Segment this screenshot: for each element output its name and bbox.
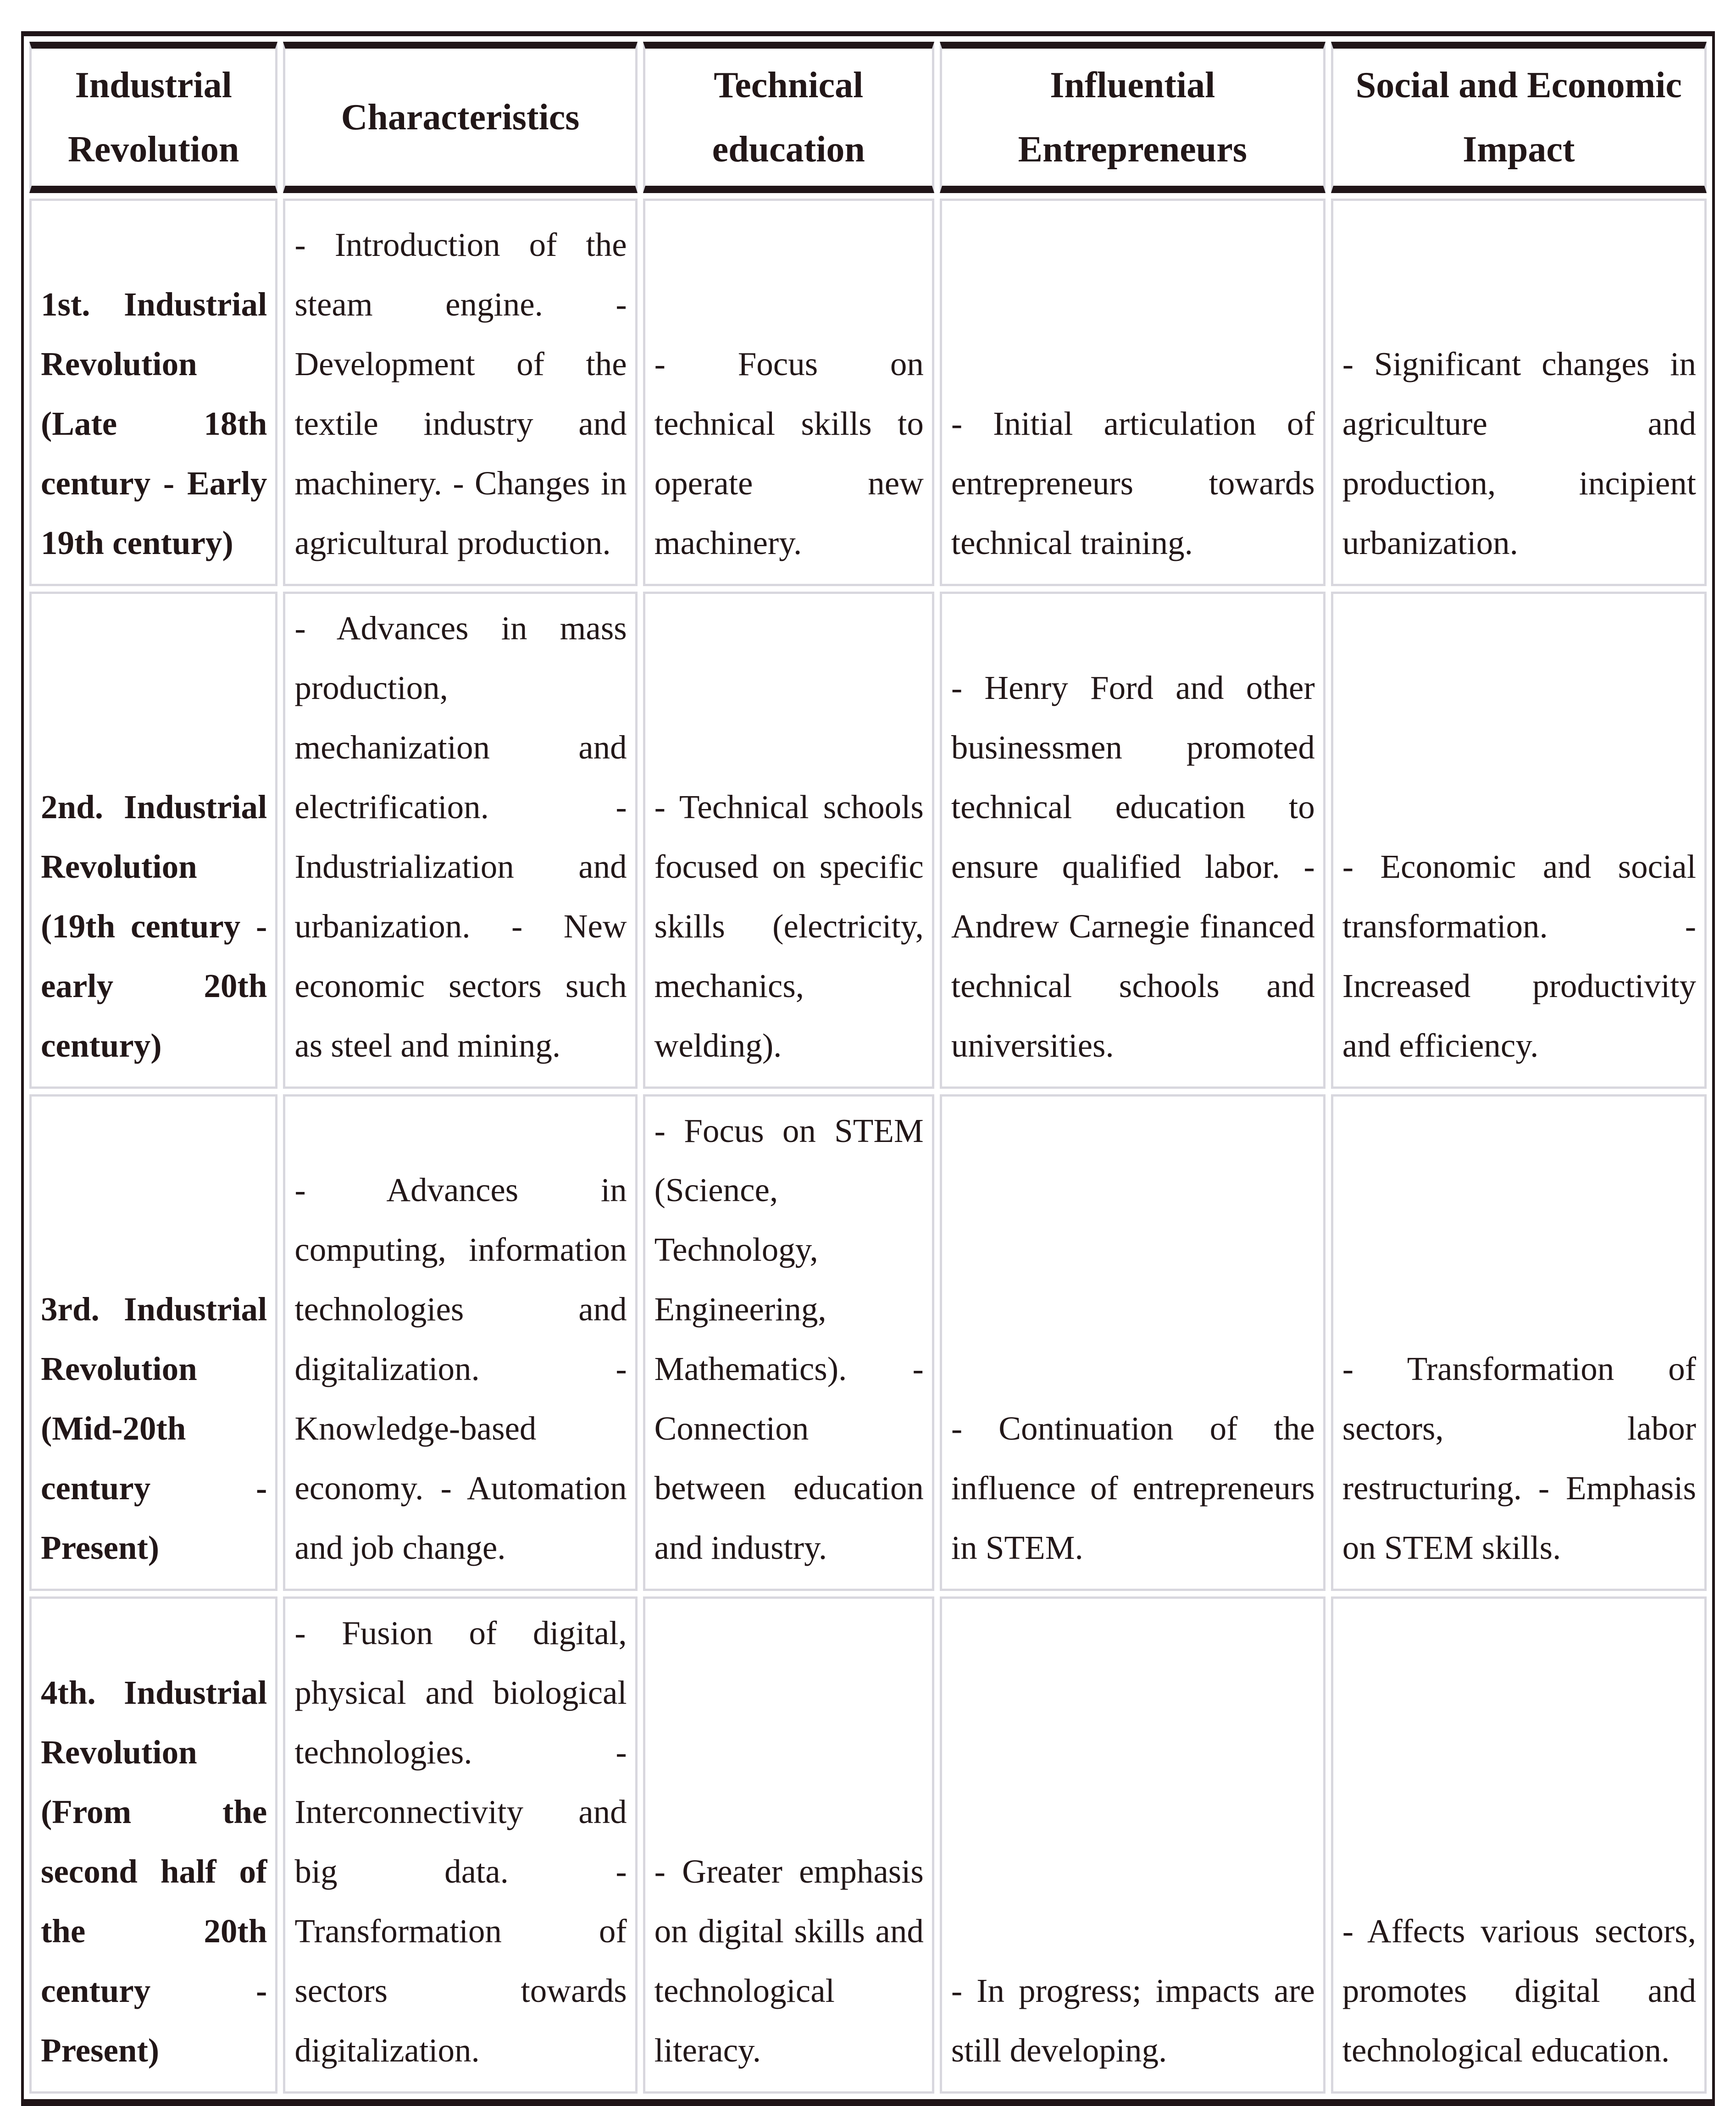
cell-characteristics-4: - Fusion of digital, physical and biological technologies. - Interconnectivity and big data. - Transformation of sectors towards digitalization. [283, 1596, 637, 2094]
cell-social-economic-impact-3: - Transformation of sectors, labor restructuring. - Emphasis on STEM skills. [1331, 1094, 1707, 1591]
cell-influential-entrepreneurs-3: - Continuation of the influence of entrepreneurs in STEM. [940, 1094, 1326, 1591]
table-row-2nd-revolution [29, 592, 1707, 1089]
cell-period-3: 3rd. Industrial Revolution (Mid-20th century - Present) [29, 1094, 277, 1591]
cell-influential-entrepreneurs-2: - Henry Ford and other businessmen promoted technical education to ensure qualified labor. - Andrew Carnegie financed technical schools and universities. [940, 592, 1326, 1089]
cell-social-economic-impact-2: - Economic and social transformation. - Increased productivity and efficiency. [1331, 592, 1707, 1089]
industrial-revolutions-table [24, 36, 1712, 2099]
cell-influential-entrepreneurs-1: - Initial articulation of entrepreneurs towards technical training. [940, 199, 1326, 586]
cell-characteristics-2: - Advances in mass production, mechanization and electrification. - Industrialization and urbanization. - New economic sectors such as steel and mining. [283, 592, 637, 1089]
col-header-industrial-revolution: Industrial Revolution [29, 42, 277, 193]
header-row [29, 42, 1707, 193]
cell-period-2: 2nd. Industrial Revolution (19th century - early 20th century) [29, 592, 277, 1089]
cell-characteristics-3: - Advances in computing, information technologies and digitalization. - Knowledge-based economy. - Automation and job change. [283, 1094, 637, 1591]
cell-period-1: 1st. Industrial Revolution (Late 18th century - Early 19th century) [29, 199, 277, 586]
table-row-1st-revolution [29, 199, 1707, 586]
cell-social-economic-impact-1: - Significant changes in agriculture and production, incipient urbanization. [1331, 199, 1707, 586]
cell-technical-education-2: - Technical schools focused on specific skills (electricity, mechanics, welding). [643, 592, 934, 1089]
cell-characteristics-1: - Introduction of the steam engine. - Development of the textile industry and machinery. - Changes in agricultural production. [283, 199, 637, 586]
col-header-influential-entrepreneurs: Influential Entrepreneurs [940, 42, 1326, 193]
table-row-3rd-revolution [29, 1094, 1707, 1591]
cell-technical-education-1: - Focus on technical skills to operate new machinery. [643, 199, 934, 586]
cell-technical-education-4: - Greater emphasis on digital skills and technological literacy. [643, 1596, 934, 2094]
col-header-characteristics: Characteristics [283, 42, 637, 193]
table-row-4th-revolution [29, 1596, 1707, 2094]
table-frame [21, 31, 1715, 2106]
col-header-social-economic-impact: Social and Economic Impact [1331, 42, 1707, 193]
col-header-technical-education: Technical education [643, 42, 934, 193]
cell-period-4: 4th. Industrial Revolution (From the second half of the 20th century - Present) [29, 1596, 277, 2094]
cell-technical-education-3: - Focus on STEM (Science, Technology, Engineering, Mathematics). - Connection between education and industry. [643, 1094, 934, 1591]
cell-social-economic-impact-4: - Affects various sectors, promotes digital and technological education. [1331, 1596, 1707, 2094]
cell-influential-entrepreneurs-4: - In progress; impacts are still developing. [940, 1596, 1326, 2094]
